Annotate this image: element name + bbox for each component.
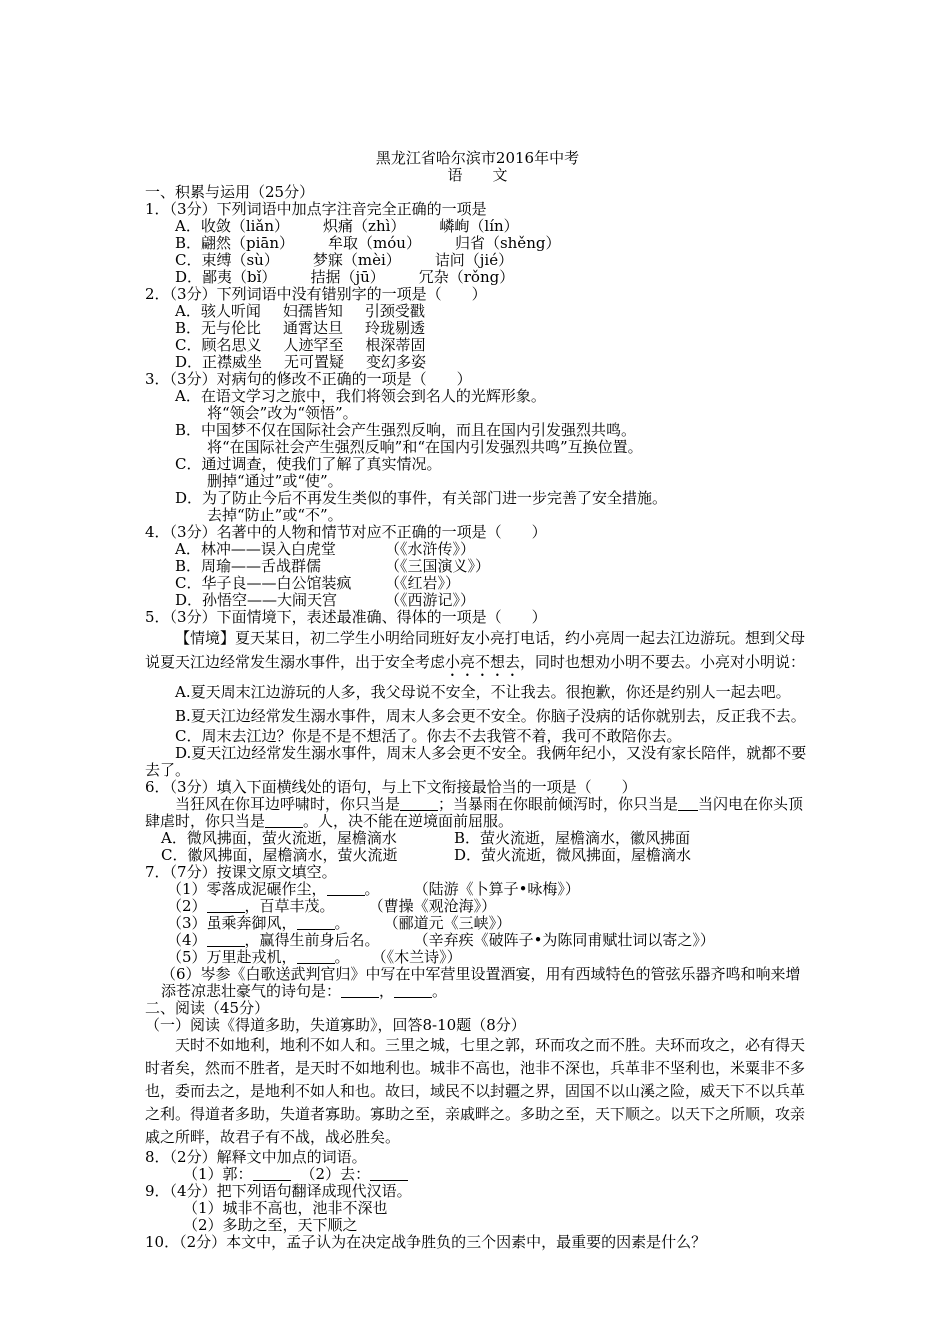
q3-option-d: D．为了防止今后不再发生类似的事件，有关部门进一步完善了安全措施。 [175,489,668,507]
q3-option-a: A．在语文学习之旅中，我们将领会到名人的光辉形象。 [175,387,546,405]
section2-title: 二、阅读（45分） [145,999,270,1017]
q5-option-c: C．周末去江边？你是不是不想活了。你去不去我管不着，我可不敢陪你去。 [175,727,682,745]
q9-item-2: （2）多助之至，天下顺之 [183,1216,358,1234]
q7-stem: 7．（7分）按课文原文填空。 [145,863,337,881]
q6-stem: 6．（3分）填入下面横线处的语句，与上下文衔接最恰当的一项是（ ） [145,778,637,796]
exam-subject: 语文 [447,166,538,184]
q5-option-b: B.夏天江边经常发生溺水事件，周末人多会更不安全。你脑子没病的话你就别去，反正我不去。 [175,707,806,725]
q5-option-d: D.夏天江边经常发生溺水事件，周末人多会更不安全。我俩年纪小，又没有家长陪伴，就都不要去了。 [145,744,807,779]
q1-option-d: D．鄙夷（bǐ） 拮据（jū） 冗杂（rǒng） [175,268,515,286]
q3-option-c-fix: 删掉“通过”或“使”。 [207,472,343,490]
q9-stem: 9．（4分）把下列语句翻译成现代汉语。 [145,1182,412,1200]
q3-option-c: C．通过调查，使我们了解了真实情况。 [175,455,442,473]
q1-option-b: B．翩然（piān） 牟取（móu） 归省（shěng） [175,234,561,252]
q7-item-6: （6）岑参《白歌送武判官归》中写在中军营里设置酒宴，用有西域特色的管弦乐器齐鸣和响来增添苍凉悲壮豪气的诗句是： ， 。 [161,965,801,1000]
reading-passage: 天时不如地利，地利不如人和。三里之城，七里之郭，环而攻之而不胜。夫环而攻之，必有得天时者矣，然而不胜者，是天时不如地利也。城非不高也，池非不深也，兵革非不坚利也，米粟非不多也，委而去之，是地利不如人和也。故曰，域民不以封疆之界，固国不以山溪之险，威天下不以兵革之利。得道者多助，失道者寡助。寡助之至，亲戚畔之。多助之至，天下顺之。以天下之所顺，攻亲戚之所畔，故君子有不战，战必胜矣。 [145,1036,806,1146]
q6-blank-1 [400,796,438,811]
q7-item-3: （3）虽乘奔御风， 。 （郦道元《三峡》） [167,914,512,932]
q6-text: 当狂风在你耳边呼啸时，你只当是 ；当暴雨在你眼前倾泻时，你只当是 当闪电在你头顶肆虐时，你只当是 。人，决不能在逆境面前屈服。 [145,795,804,830]
q4-option-a: A．林冲——误入白虎堂 （《水浒传》） [175,540,476,558]
q2-stem: 2．（3分）下列词语中没有错别字的一项是（ ） [145,285,487,303]
q1-stem: 1．（3分）下列词语中加点字注音完全正确的一项是 [145,200,487,218]
q6-options-row1: A．微风拂面，萤火流逝，屋檐滴水 B．萤火流逝，屋檐滴水，徽风拂面 [161,829,691,847]
q1-option-a: A．收敛（liǎn） 炽痛（zhì） 嶙峋（lín） [175,217,519,235]
q3-option-a-fix: 将“领会”改为“领悟”。 [207,404,358,422]
q4-option-d: D．孙悟空——大闹天宫 （《西游记》） [175,591,476,609]
q2-option-c: C．顾名思义 人迹罕至 根深蒂固 [175,336,426,354]
q3-option-b: B．中国梦不仅在国际社会产生强烈反响，而且在国内引发强烈共鸣。 [175,421,637,439]
q7-item-4: （4） ，赢得生前身后名。 （辛弃疾《破阵子•为陈同甫赋壮词以寄之》） [167,931,715,949]
exam-page [145,150,810,1251]
q2-option-b: B．无与伦比 通霄达旦 玲珑剔透 [175,319,426,337]
q2-option-d: D．正襟威坐 无可置疑 变幻多姿 [175,353,427,371]
q3-option-d-fix: 去掉“防止”或“不”。 [207,506,343,524]
q2-option-a: A．骇人听闻 妇孺皆知 引颈受戳 [175,302,425,320]
q3-option-b-fix: 将“在国际社会产生强烈反响”和“在国内引发强烈共鸣”互换位置。 [207,438,643,456]
q5-context: 【情境】夏天某日，初二学生小明给同班好友小亮打电话，约小亮周一起去江边游玩。想到父母说夏天江边经常发生溺水事件，出于安全考虑小亮不想去，同时也想劝小明不要去。小亮对小明说： [145,629,806,671]
q5-option-a: A.夏天周末江边游玩的人多，我父母说不安全，不让我去。很抱歉，你还是约别人一起去吧。 [175,683,791,701]
q6-options-row2: C．徽风拂面，屋檐滴水，萤火流逝 D．萤火流逝，微风拂面，屋檐滴水 [161,846,692,864]
q6-blank-2 [678,796,698,811]
q4-option-c: C．华子良——白公馆装疯 （《红岩》） [175,574,461,592]
q1-option-c: C．束缚（sù） 梦寐（mèi） 诘问（jié） [175,251,514,269]
q6-blank-3 [265,813,303,828]
q4-option-b: B．周瑜——舌战群儒 （《三国演义》） [175,557,491,575]
reading-part1-title: （一）阅读《得道多助，失道寡助》，回答8-10题（8分） [145,1016,526,1034]
q7-item-2: （2） ，百草丰茂。 （曹操《观沧海》） [167,897,497,915]
q10-stem: 10．（2分）本文中，孟子认为在决定战争胜负的三个因素中，最重要的因素是什么？ [145,1233,707,1251]
q3-stem: 3．（3分）对病句的修改不正确的一项是（ ） [145,370,472,388]
q8-items: （1）郭： （2）去： [145,1166,810,1183]
q7-item-1: （1）零落成泥碾作尘， 。 （陆游《卜算子•咏梅》） [167,880,580,898]
q5-stem: 5．（3分）下面情境下，表述最准确、得体的一项是（ ） [145,608,547,626]
q4-stem: 4．（3分）名著中的人物和情节对应不正确的一项是（ ） [145,523,547,541]
q8-stem: 8．（2分）解释文中加点的词语。 [145,1148,367,1166]
q7-item-5: （5）万里赴戎机， 。 （《木兰诗》） [167,948,462,966]
exam-title: 黑龙江省哈尔滨市2016年中考 [375,149,580,167]
section1-title: 一、积累与运用（25分） [145,183,315,201]
q5-context-dotted: 小亮不想去 [445,653,521,671]
q9-item-1: （1）城非不高也，池非不深也 [183,1199,388,1217]
